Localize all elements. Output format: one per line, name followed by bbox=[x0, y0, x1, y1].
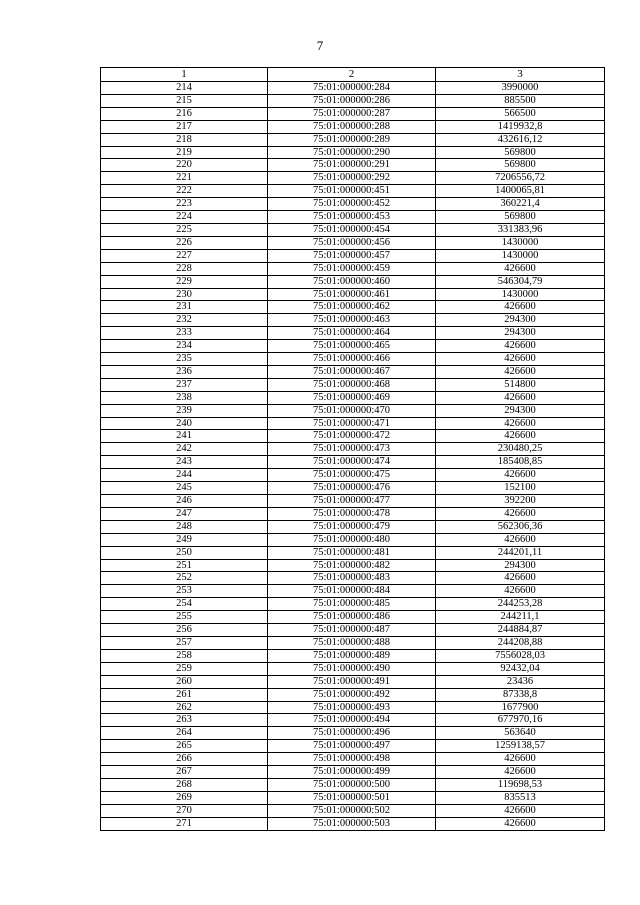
value-cell: 7556028,03 bbox=[436, 649, 605, 662]
table-row bbox=[101, 365, 605, 378]
row-number-cell: 227 bbox=[101, 249, 268, 262]
value-cell: 3990000 bbox=[436, 82, 605, 95]
cadastral-number-cell: 75:01:000000:484 bbox=[268, 585, 436, 598]
cadastral-number-cell: 75:01:000000:469 bbox=[268, 391, 436, 404]
row-number-cell: 259 bbox=[101, 662, 268, 675]
row-number-cell: 225 bbox=[101, 223, 268, 236]
row-number-cell: 250 bbox=[101, 546, 268, 559]
value-cell: 426600 bbox=[436, 766, 605, 779]
cadastral-number-cell: 75:01:000000:453 bbox=[268, 211, 436, 224]
cadastral-number-cell: 75:01:000000:502 bbox=[268, 804, 436, 817]
cadastral-number-cell: 75:01:000000:477 bbox=[268, 495, 436, 508]
row-number-cell: 254 bbox=[101, 598, 268, 611]
cadastral-number-cell: 75:01:000000:464 bbox=[268, 327, 436, 340]
value-cell: 1259138,57 bbox=[436, 740, 605, 753]
table-row bbox=[101, 585, 605, 598]
cadastral-number-cell: 75:01:000000:462 bbox=[268, 301, 436, 314]
value-cell: 244211,1 bbox=[436, 611, 605, 624]
table-row bbox=[101, 546, 605, 559]
value-cell: 426600 bbox=[436, 469, 605, 482]
value-cell: 92432,04 bbox=[436, 662, 605, 675]
table-row bbox=[101, 327, 605, 340]
cadastral-number-cell: 75:01:000000:486 bbox=[268, 611, 436, 624]
row-number-cell: 235 bbox=[101, 353, 268, 366]
table-row bbox=[101, 662, 605, 675]
table-row bbox=[101, 107, 605, 120]
table-row bbox=[101, 572, 605, 585]
row-number-cell: 237 bbox=[101, 378, 268, 391]
value-cell: 244884,87 bbox=[436, 624, 605, 637]
value-cell: 23436 bbox=[436, 675, 605, 688]
row-number-cell: 221 bbox=[101, 172, 268, 185]
cadastral-number-cell: 75:01:000000:468 bbox=[268, 378, 436, 391]
cadastral-number-cell: 75:01:000000:499 bbox=[268, 766, 436, 779]
cadastral-number-cell: 75:01:000000:492 bbox=[268, 688, 436, 701]
cadastral-number-cell: 75:01:000000:454 bbox=[268, 223, 436, 236]
value-cell: 426600 bbox=[436, 572, 605, 585]
table-row bbox=[101, 353, 605, 366]
cadastral-number-cell: 75:01:000000:460 bbox=[268, 275, 436, 288]
row-number-cell: 264 bbox=[101, 727, 268, 740]
cadastral-number-cell: 75:01:000000:497 bbox=[268, 740, 436, 753]
data-table bbox=[100, 67, 605, 831]
table-row bbox=[101, 469, 605, 482]
table-row bbox=[101, 159, 605, 172]
value-cell: 426600 bbox=[436, 804, 605, 817]
row-number-cell: 243 bbox=[101, 456, 268, 469]
cadastral-number-cell: 75:01:000000:481 bbox=[268, 546, 436, 559]
value-cell: 152100 bbox=[436, 482, 605, 495]
cadastral-number-cell: 75:01:000000:478 bbox=[268, 507, 436, 520]
page-number: 7 bbox=[316, 38, 324, 53]
value-cell: 244208,88 bbox=[436, 636, 605, 649]
value-cell: 569800 bbox=[436, 211, 605, 224]
row-number-cell: 247 bbox=[101, 507, 268, 520]
value-cell: 185408,85 bbox=[436, 456, 605, 469]
value-cell: 426600 bbox=[436, 417, 605, 430]
row-number-cell: 220 bbox=[101, 159, 268, 172]
cadastral-number-cell: 75:01:000000:489 bbox=[268, 649, 436, 662]
value-cell: 563640 bbox=[436, 727, 605, 740]
cadastral-number-cell: 75:01:000000:467 bbox=[268, 365, 436, 378]
cadastral-number-cell: 75:01:000000:466 bbox=[268, 353, 436, 366]
cadastral-number-cell: 75:01:000000:461 bbox=[268, 288, 436, 301]
row-number-cell: 240 bbox=[101, 417, 268, 430]
cadastral-number-cell: 75:01:000000:482 bbox=[268, 559, 436, 572]
cadastral-number-cell: 75:01:000000:472 bbox=[268, 430, 436, 443]
table-row bbox=[101, 82, 605, 95]
value-cell: 426600 bbox=[436, 430, 605, 443]
value-cell: 360221,4 bbox=[436, 198, 605, 211]
table-row bbox=[101, 172, 605, 185]
value-cell: 294300 bbox=[436, 559, 605, 572]
table-row bbox=[101, 701, 605, 714]
value-cell: 562306,36 bbox=[436, 520, 605, 533]
cadastral-number-cell: 75:01:000000:480 bbox=[268, 533, 436, 546]
table-row bbox=[101, 598, 605, 611]
row-number-cell: 228 bbox=[101, 262, 268, 275]
table-row bbox=[101, 443, 605, 456]
cadastral-number-cell: 75:01:000000:483 bbox=[268, 572, 436, 585]
row-number-cell: 262 bbox=[101, 701, 268, 714]
value-cell: 514800 bbox=[436, 378, 605, 391]
row-number-cell: 222 bbox=[101, 185, 268, 198]
cadastral-number-cell: 75:01:000000:498 bbox=[268, 753, 436, 766]
cadastral-number-cell: 75:01:000000:490 bbox=[268, 662, 436, 675]
value-cell: 426600 bbox=[436, 365, 605, 378]
table-row bbox=[101, 520, 605, 533]
table-row bbox=[101, 417, 605, 430]
table-header-row bbox=[101, 68, 605, 82]
row-number-cell: 214 bbox=[101, 82, 268, 95]
cadastral-number-cell: 75:01:000000:491 bbox=[268, 675, 436, 688]
cadastral-number-cell: 75:01:000000:475 bbox=[268, 469, 436, 482]
cadastral-number-cell: 75:01:000000:488 bbox=[268, 636, 436, 649]
table-row bbox=[101, 198, 605, 211]
table-row bbox=[101, 791, 605, 804]
value-cell: 426600 bbox=[436, 533, 605, 546]
row-number-cell: 267 bbox=[101, 766, 268, 779]
table-row bbox=[101, 288, 605, 301]
value-cell: 1430000 bbox=[436, 236, 605, 249]
cadastral-number-cell: 75:01:000000:496 bbox=[268, 727, 436, 740]
row-number-cell: 218 bbox=[101, 133, 268, 146]
table-row bbox=[101, 146, 605, 159]
cadastral-number-cell: 75:01:000000:479 bbox=[268, 520, 436, 533]
value-cell: 244201,11 bbox=[436, 546, 605, 559]
cadastral-number-cell: 75:01:000000:289 bbox=[268, 133, 436, 146]
table-row bbox=[101, 404, 605, 417]
cadastral-number-cell: 75:01:000000:500 bbox=[268, 778, 436, 791]
table-row bbox=[101, 727, 605, 740]
value-cell: 1400065,81 bbox=[436, 185, 605, 198]
cadastral-number-cell: 75:01:000000:463 bbox=[268, 314, 436, 327]
table-row bbox=[101, 778, 605, 791]
table-row bbox=[101, 185, 605, 198]
table-row bbox=[101, 391, 605, 404]
row-number-cell: 236 bbox=[101, 365, 268, 378]
row-number-cell: 263 bbox=[101, 714, 268, 727]
value-cell: 569800 bbox=[436, 159, 605, 172]
table-row bbox=[101, 275, 605, 288]
row-number-cell: 269 bbox=[101, 791, 268, 804]
table-row bbox=[101, 495, 605, 508]
table-row bbox=[101, 430, 605, 443]
column-header-2: 2 bbox=[268, 68, 436, 82]
cadastral-number-cell: 75:01:000000:457 bbox=[268, 249, 436, 262]
value-cell: 426600 bbox=[436, 340, 605, 353]
value-cell: 87338,8 bbox=[436, 688, 605, 701]
cadastral-number-cell: 75:01:000000:456 bbox=[268, 236, 436, 249]
value-cell: 230480,25 bbox=[436, 443, 605, 456]
row-number-cell: 233 bbox=[101, 327, 268, 340]
cadastral-number-cell: 75:01:000000:473 bbox=[268, 443, 436, 456]
value-cell: 331383,96 bbox=[436, 223, 605, 236]
table-row bbox=[101, 688, 605, 701]
row-number-cell: 232 bbox=[101, 314, 268, 327]
cadastral-number-cell: 75:01:000000:487 bbox=[268, 624, 436, 637]
table-row bbox=[101, 236, 605, 249]
column-header-1: 1 bbox=[101, 68, 268, 82]
cadastral-number-cell: 75:01:000000:287 bbox=[268, 107, 436, 120]
cadastral-number-cell: 75:01:000000:452 bbox=[268, 198, 436, 211]
row-number-cell: 239 bbox=[101, 404, 268, 417]
table-row bbox=[101, 804, 605, 817]
row-number-cell: 242 bbox=[101, 443, 268, 456]
table-row bbox=[101, 249, 605, 262]
value-cell: 885500 bbox=[436, 94, 605, 107]
value-cell: 426600 bbox=[436, 753, 605, 766]
column-header-3: 3 bbox=[436, 68, 605, 82]
cadastral-number-cell: 75:01:000000:451 bbox=[268, 185, 436, 198]
table-row bbox=[101, 611, 605, 624]
cadastral-number-cell: 75:01:000000:494 bbox=[268, 714, 436, 727]
value-cell: 392200 bbox=[436, 495, 605, 508]
row-number-cell: 241 bbox=[101, 430, 268, 443]
row-number-cell: 234 bbox=[101, 340, 268, 353]
row-number-cell: 260 bbox=[101, 675, 268, 688]
cadastral-number-cell: 75:01:000000:485 bbox=[268, 598, 436, 611]
table-row bbox=[101, 301, 605, 314]
value-cell: 294300 bbox=[436, 327, 605, 340]
table-row bbox=[101, 753, 605, 766]
value-cell: 1677900 bbox=[436, 701, 605, 714]
table-row bbox=[101, 624, 605, 637]
table-row bbox=[101, 133, 605, 146]
cadastral-number-cell: 75:01:000000:288 bbox=[268, 120, 436, 133]
row-number-cell: 257 bbox=[101, 636, 268, 649]
row-number-cell: 244 bbox=[101, 469, 268, 482]
value-cell: 432616,12 bbox=[436, 133, 605, 146]
row-number-cell: 215 bbox=[101, 94, 268, 107]
value-cell: 426600 bbox=[436, 585, 605, 598]
row-number-cell: 261 bbox=[101, 688, 268, 701]
value-cell: 426600 bbox=[436, 507, 605, 520]
table-row bbox=[101, 636, 605, 649]
table-row bbox=[101, 533, 605, 546]
table-row bbox=[101, 211, 605, 224]
value-cell: 1430000 bbox=[436, 288, 605, 301]
table-row bbox=[101, 314, 605, 327]
row-number-cell: 230 bbox=[101, 288, 268, 301]
cadastral-number-cell: 75:01:000000:474 bbox=[268, 456, 436, 469]
value-cell: 7206556,72 bbox=[436, 172, 605, 185]
row-number-cell: 231 bbox=[101, 301, 268, 314]
table-row bbox=[101, 559, 605, 572]
table-row bbox=[101, 507, 605, 520]
row-number-cell: 226 bbox=[101, 236, 268, 249]
row-number-cell: 268 bbox=[101, 778, 268, 791]
value-cell: 294300 bbox=[436, 404, 605, 417]
row-number-cell: 245 bbox=[101, 482, 268, 495]
row-number-cell: 229 bbox=[101, 275, 268, 288]
cadastral-number-cell: 75:01:000000:292 bbox=[268, 172, 436, 185]
cadastral-number-cell: 75:01:000000:459 bbox=[268, 262, 436, 275]
row-number-cell: 217 bbox=[101, 120, 268, 133]
cadastral-number-cell: 75:01:000000:286 bbox=[268, 94, 436, 107]
row-number-cell: 255 bbox=[101, 611, 268, 624]
value-cell: 244253,28 bbox=[436, 598, 605, 611]
value-cell: 294300 bbox=[436, 314, 605, 327]
table-row bbox=[101, 675, 605, 688]
table-row bbox=[101, 120, 605, 133]
value-cell: 1419932,8 bbox=[436, 120, 605, 133]
row-number-cell: 224 bbox=[101, 211, 268, 224]
row-number-cell: 258 bbox=[101, 649, 268, 662]
row-number-cell: 251 bbox=[101, 559, 268, 572]
value-cell: 119698,53 bbox=[436, 778, 605, 791]
row-number-cell: 238 bbox=[101, 391, 268, 404]
row-number-cell: 266 bbox=[101, 753, 268, 766]
cadastral-number-cell: 75:01:000000:470 bbox=[268, 404, 436, 417]
value-cell: 426600 bbox=[436, 301, 605, 314]
row-number-cell: 252 bbox=[101, 572, 268, 585]
cadastral-number-cell: 75:01:000000:291 bbox=[268, 159, 436, 172]
table-row bbox=[101, 223, 605, 236]
cadastral-number-cell: 75:01:000000:501 bbox=[268, 791, 436, 804]
value-cell: 835513 bbox=[436, 791, 605, 804]
table-row bbox=[101, 482, 605, 495]
value-cell: 426600 bbox=[436, 353, 605, 366]
table-row bbox=[101, 740, 605, 753]
table-row bbox=[101, 262, 605, 275]
cadastral-number-cell: 75:01:000000:476 bbox=[268, 482, 436, 495]
row-number-cell: 216 bbox=[101, 107, 268, 120]
cadastral-number-cell: 75:01:000000:493 bbox=[268, 701, 436, 714]
table-row bbox=[101, 456, 605, 469]
cadastral-number-cell: 75:01:000000:290 bbox=[268, 146, 436, 159]
row-number-cell: 219 bbox=[101, 146, 268, 159]
value-cell: 566500 bbox=[436, 107, 605, 120]
row-number-cell: 248 bbox=[101, 520, 268, 533]
value-cell: 677970,16 bbox=[436, 714, 605, 727]
row-number-cell: 256 bbox=[101, 624, 268, 637]
table-row bbox=[101, 817, 605, 830]
cadastral-number-cell: 75:01:000000:503 bbox=[268, 817, 436, 830]
value-cell: 1430000 bbox=[436, 249, 605, 262]
table-row bbox=[101, 714, 605, 727]
row-number-cell: 271 bbox=[101, 817, 268, 830]
row-number-cell: 249 bbox=[101, 533, 268, 546]
row-number-cell: 246 bbox=[101, 495, 268, 508]
value-cell: 546304,79 bbox=[436, 275, 605, 288]
cadastral-number-cell: 75:01:000000:471 bbox=[268, 417, 436, 430]
table-row bbox=[101, 340, 605, 353]
value-cell: 569800 bbox=[436, 146, 605, 159]
row-number-cell: 270 bbox=[101, 804, 268, 817]
table-row bbox=[101, 94, 605, 107]
cadastral-number-cell: 75:01:000000:284 bbox=[268, 82, 436, 95]
cadastral-number-cell: 75:01:000000:465 bbox=[268, 340, 436, 353]
value-cell: 426600 bbox=[436, 391, 605, 404]
table-row bbox=[101, 649, 605, 662]
table-row bbox=[101, 378, 605, 391]
value-cell: 426600 bbox=[436, 262, 605, 275]
table-body bbox=[101, 82, 605, 831]
row-number-cell: 265 bbox=[101, 740, 268, 753]
table-row bbox=[101, 766, 605, 779]
row-number-cell: 253 bbox=[101, 585, 268, 598]
row-number-cell: 223 bbox=[101, 198, 268, 211]
value-cell: 426600 bbox=[436, 817, 605, 830]
